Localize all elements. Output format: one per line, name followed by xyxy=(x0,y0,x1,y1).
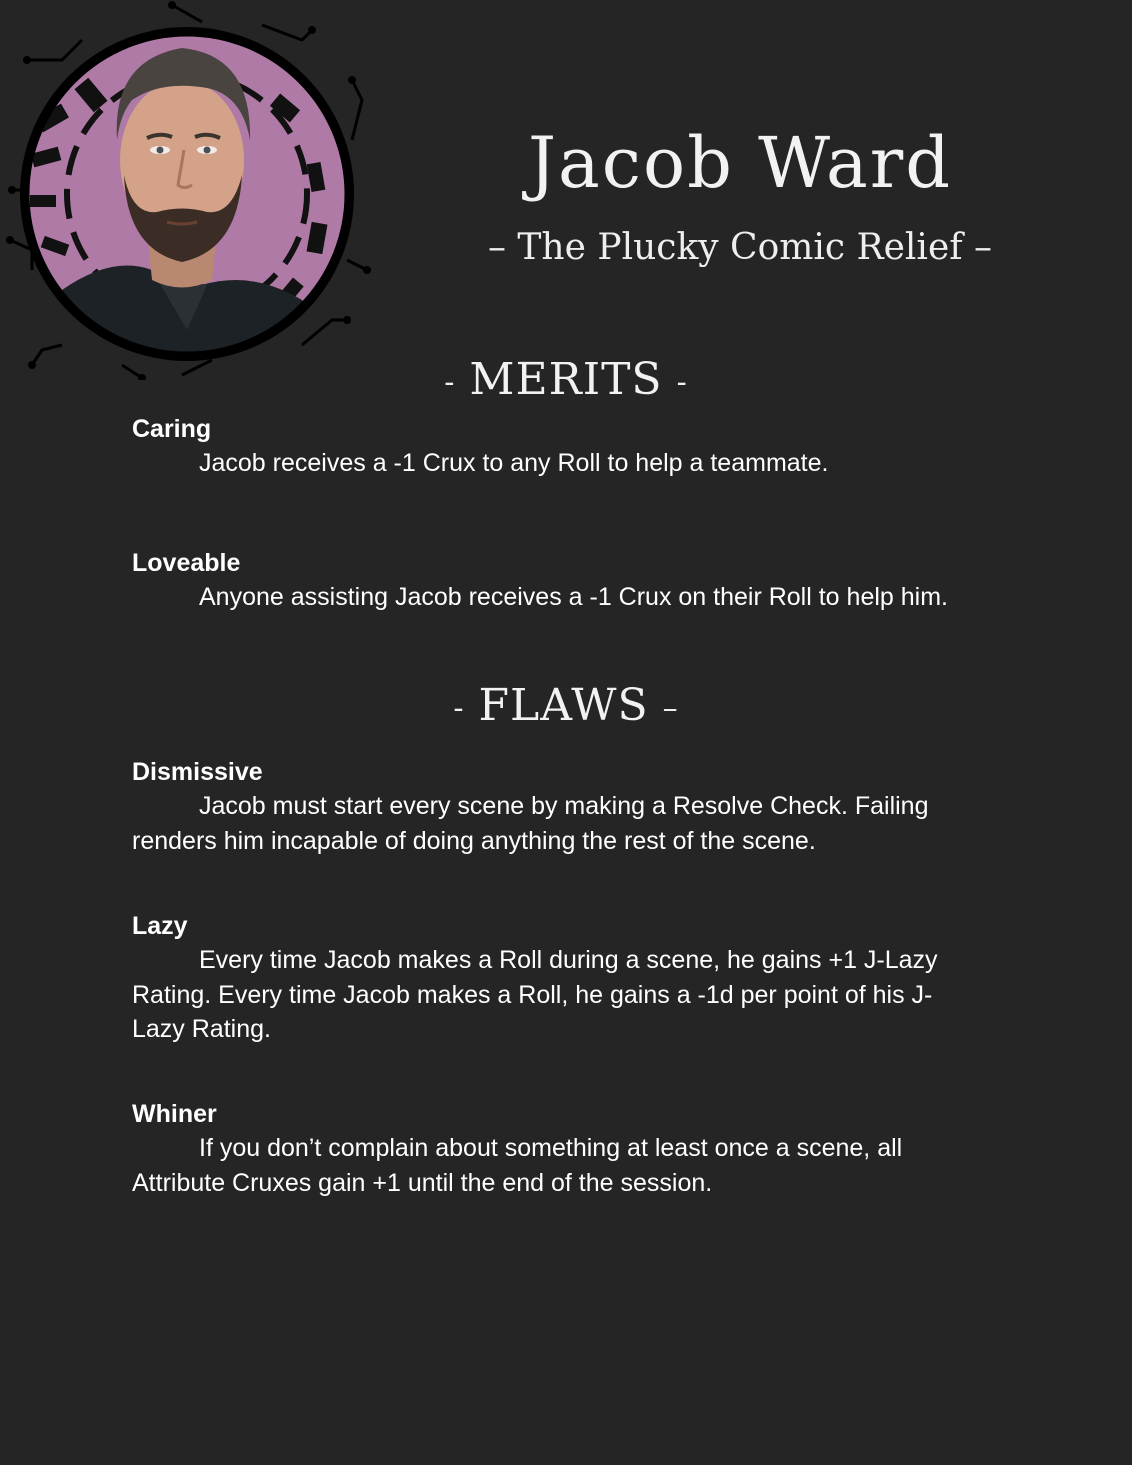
merit-title: Caring xyxy=(132,415,212,443)
merit-entry xyxy=(132,412,982,481)
flaw-entry xyxy=(132,909,982,1047)
flaw-entry xyxy=(132,755,982,858)
merit-entry xyxy=(132,546,982,615)
heading-dash-left: - xyxy=(453,690,465,726)
flaw-title: Whiner xyxy=(132,1100,217,1128)
flaw-description: If you don’t complain about something at least once a scene, all Attribute Cruxes gain +1 until the end of the session. xyxy=(132,1134,903,1197)
character-tagline: – The Plucky Comic Relief – xyxy=(487,227,993,268)
heading-dash-right: - xyxy=(676,364,688,400)
merit-description: Jacob receives a -1 Crux to any Roll to help a teammate. xyxy=(199,449,829,477)
flaws-heading xyxy=(0,680,1132,731)
character-name: Jacob Ward xyxy=(527,122,953,204)
flaws-heading-text: FLAWS xyxy=(478,680,649,731)
flaw-title: Dismissive xyxy=(132,758,263,786)
flaw-title: Lazy xyxy=(132,912,188,940)
flaw-description: Jacob must start every scene by making a Resolve Check. Failing renders him incapable of doing anything the rest of the scene. xyxy=(132,792,929,855)
merits-heading-text: MERITS xyxy=(469,354,663,405)
flaw-entry xyxy=(132,1097,982,1200)
flaw-description: Every time Jacob makes a Roll during a scene, he gains +1 J-Lazy Rating. Every time Jacob makes a Roll, he gains a -1d per point of his J-Lazy Rating. xyxy=(132,946,938,1043)
merit-description: Anyone assisting Jacob receives a -1 Crux on their Roll to help him. xyxy=(199,583,948,611)
heading-dash-right: – xyxy=(662,690,679,726)
merit-title: Loveable xyxy=(132,549,241,577)
character-portrait xyxy=(2,0,372,380)
heading-dash-left: - xyxy=(444,364,456,400)
merits-heading xyxy=(0,354,1132,405)
